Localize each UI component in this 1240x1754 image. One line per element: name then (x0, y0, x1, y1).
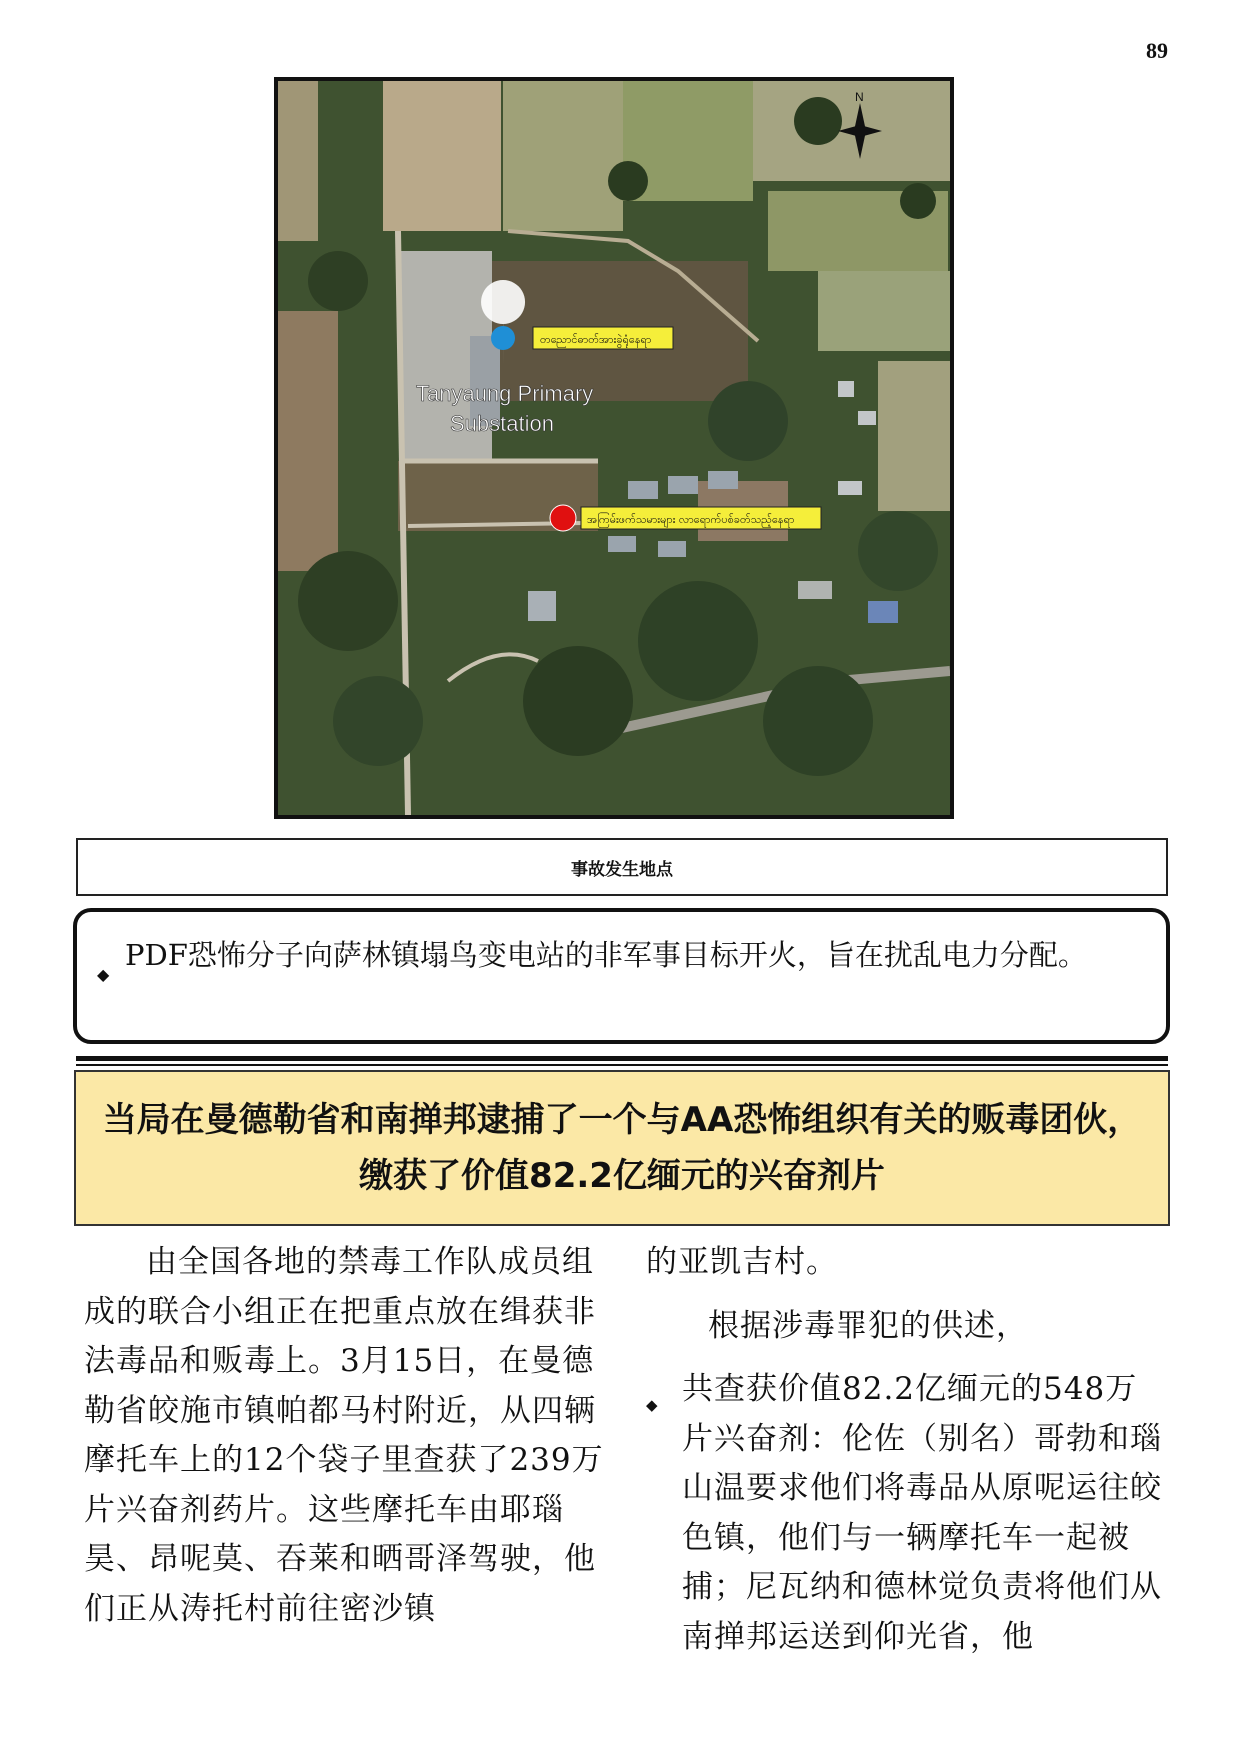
highlight-bullet-text: PDF恐怖分子向萨林镇塌鸟变电站的非军事目标开火，旨在扰乱电力分配。 (125, 938, 1087, 972)
body-column-left (84, 1238, 604, 1634)
diamond-bullet-icon: ◆ (97, 965, 110, 984)
compass-north-label: N (855, 90, 864, 104)
body-column-right (646, 1238, 1166, 1662)
substation-name-line1: Tanyaung Primary (416, 381, 594, 406)
map-image (278, 81, 950, 815)
attack-location-marker-icon (550, 505, 576, 531)
highlight-bullet-box (73, 908, 1170, 1044)
list-item (646, 1365, 1166, 1662)
article-headline: 当局在曼德勒省和南掸邦逮捕了一个与AA恐怖组织有关的贩毒团伙，缴获了价值82.2亿缅元的兴奋剂片 (74, 1070, 1170, 1226)
page-number: 89 (1146, 38, 1168, 63)
body-paragraph-confession: 根据涉毒罪犯的供述， (708, 1307, 1028, 1344)
figure-caption: 事故发生地点 (76, 838, 1168, 896)
substation-name-line2: Substation (450, 411, 554, 436)
section-divider-thin (76, 1064, 1168, 1066)
label-red-text: အကြမ်းဖက်သမားများ လာရောက်ပစ်ခတ်သည့်နေရာ (587, 513, 795, 526)
satellite-map (274, 77, 954, 819)
body-paragraph: 由全国各地的禁毒工作队成员组成的联合小组正在把重点放在缉获非法毒品和贩毒上。3月15日，在曼德勒省皎施市镇帕都马村附近，从四辆摩托车上的12个袋子里查获了239万片兴奋剂药片。这些摩托车由耶瑙昊、昂呢莫、吞莱和晒哥泽驾驶，他们正从涛托村前往密沙镇 (84, 1244, 604, 1627)
body-continuation: 的亚凯吉村。 (646, 1244, 838, 1280)
label-blue-text: တညောင်ဓာတ်အားခွဲရုံနေရာ (540, 333, 652, 346)
section-divider (76, 1056, 1168, 1061)
diamond-bullet-icon: ◆ (646, 1396, 659, 1414)
list-item-text: 共查获价值82.2亿缅元的548万片兴奋剂：伦佐（别名）哥勃和瑙山温要求他们将毒品从原呢运往皎色镇，他们与一辆摩托车一起被捕；尼瓦纳和德林觉负责将他们从南掸邦运送到仰光省，他 (682, 1371, 1162, 1655)
